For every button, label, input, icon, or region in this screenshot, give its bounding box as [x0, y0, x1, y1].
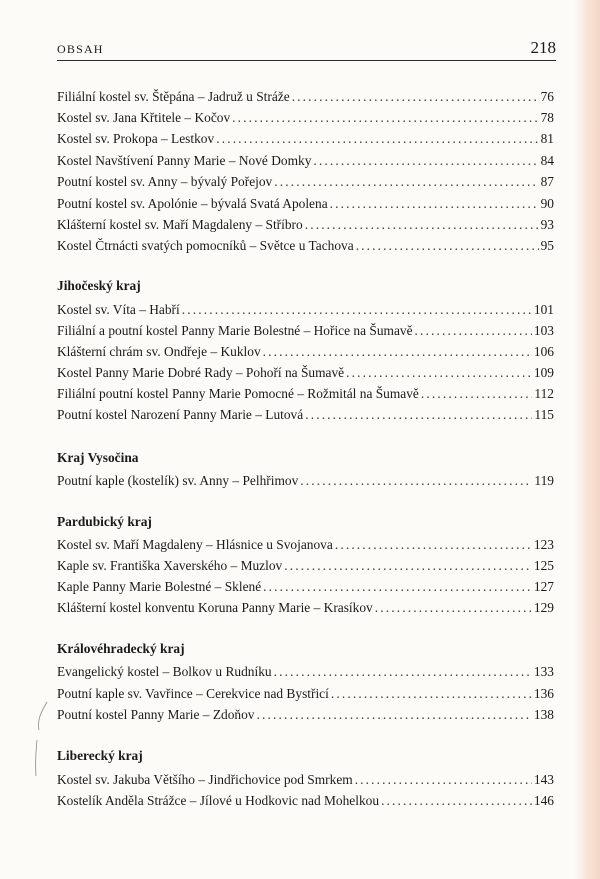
leader-dots [421, 384, 533, 404]
toc-entry-page: 146 [533, 793, 554, 808]
leader-dots [284, 556, 532, 576]
leader-dots [216, 129, 538, 149]
leader-dots [274, 662, 532, 682]
header-title: OBSAH [57, 42, 104, 56]
toc-entry [57, 129, 554, 149]
toc-entry-page: 93 [540, 217, 554, 232]
toc-entry [57, 598, 554, 618]
toc-entry-page: 143 [533, 772, 554, 787]
toc-entry-page: 129 [533, 600, 554, 615]
toc-entry-title: Filiální kostel sv. Štěpána – Jadruž u Stráže [57, 89, 290, 104]
pencil-mark [33, 700, 51, 780]
toc-entry-page: 87 [540, 174, 554, 189]
toc-entry [57, 384, 554, 404]
toc-entry-title: Kostel Navštívení Panny Marie – Nové Domky [57, 153, 312, 168]
toc-entry [57, 471, 554, 491]
toc-entry-title: Kostel sv. Prokopa – Lestkov [57, 131, 215, 146]
toc-entry-title: Evangelický kostel – Bolkov u Rudníku [57, 664, 272, 679]
toc-entry [57, 662, 554, 682]
toc-entry [57, 172, 554, 192]
toc-entry-title: Poutní kostel Panny Marie – Zdoňov [57, 707, 255, 722]
toc-entry-page: 109 [533, 365, 554, 380]
toc-entry [57, 215, 554, 235]
toc-entry [57, 108, 554, 128]
leader-dots [335, 535, 532, 555]
section-heading: Liberecký kraj [57, 748, 143, 763]
leader-dots [355, 770, 532, 790]
toc-entry-page: 103 [533, 323, 554, 338]
toc-entry-title: Klášterní kostel sv. Maří Magdaleny – Stříbro [57, 217, 303, 232]
toc-entry-title: Kaple Panny Marie Bolestné – Sklené [57, 579, 262, 594]
leader-dots [274, 172, 538, 192]
toc-entry [57, 363, 554, 383]
leader-dots [375, 598, 532, 618]
toc-entry-page: 106 [533, 344, 554, 359]
toc-entry-title: Kostel sv. Víta – Habří [57, 302, 180, 317]
toc-entry-title: Kostelík Anděla Strážce – Jílové u Hodkovic nad Mohelkou [57, 793, 380, 808]
toc-entry [57, 321, 554, 341]
toc-entry-page: 133 [533, 664, 554, 679]
toc-entry [57, 577, 554, 597]
page-edge-shadow [574, 0, 600, 879]
toc-entry-title: Kostel sv. Jakuba Většího – Jindřichovice pod Smrkem [57, 772, 353, 787]
toc-entry-title: Klášterní kostel konventu Koruna Panny Marie – Krasíkov [57, 600, 373, 615]
toc-entry-title: Filiální a poutní kostel Panny Marie Bolestné – Hořice na Šumavě [57, 323, 413, 338]
leader-dots [305, 405, 532, 425]
toc-entry-title: Kostel Čtrnácti svatých pomocníků – Světce u Tachova [57, 238, 354, 253]
toc-entry [57, 556, 554, 576]
leader-dots [263, 577, 532, 597]
toc-entry-page: 90 [540, 196, 554, 211]
section-heading: Kraj Vysočina [57, 450, 139, 465]
leader-dots [263, 342, 532, 362]
toc-entry-page: 123 [533, 537, 554, 552]
toc-entry-title: Poutní kaple (kostelík) sv. Anny – Pelhřimov [57, 473, 299, 488]
toc-entry [57, 236, 554, 256]
leader-dots [182, 300, 532, 320]
leader-dots [330, 194, 539, 214]
toc-entry-page: 138 [533, 707, 554, 722]
toc-entry-title: Kostel sv. Maří Magdaleny – Hlásnice u Svojanova [57, 537, 333, 552]
toc-entry-title: Poutní kostel sv. Apolónie – bývalá Svatá Apolena [57, 196, 328, 211]
toc-entry-title: Kaple sv. Františka Xaverského – Muzlov [57, 558, 283, 573]
toc-entry [57, 300, 554, 320]
toc-entry [57, 342, 554, 362]
toc-entry-page: 76 [540, 89, 554, 104]
toc-entry [57, 405, 554, 425]
toc-entry [57, 684, 554, 704]
toc-entry [57, 194, 554, 214]
toc-entry-title: Poutní kostel Narození Panny Marie – Lutová [57, 407, 304, 422]
toc-entry-page: 115 [534, 407, 554, 422]
leader-dots [381, 791, 532, 811]
leader-dots [232, 108, 538, 128]
leader-dots [257, 705, 532, 725]
leader-dots [292, 87, 539, 107]
toc-entry-title: Filiální poutní kostel Panny Marie Pomocné – Rožmitál na Šumavě [57, 386, 419, 401]
leader-dots [313, 151, 538, 171]
leader-dots [305, 215, 539, 235]
toc-entry-page: 78 [540, 110, 554, 125]
toc-entry-page: 136 [533, 686, 554, 701]
toc-entry-page: 125 [533, 558, 554, 573]
leader-dots [346, 363, 532, 383]
toc-entry-title: Kostel sv. Jana Křtitele – Kočov [57, 110, 231, 125]
toc-entry-page: 84 [540, 153, 554, 168]
toc-entry [57, 151, 554, 171]
toc-entry [57, 535, 554, 555]
toc-entry-title: Poutní kostel sv. Anny – bývalý Pořejov [57, 174, 273, 189]
toc-entry-page: 101 [533, 302, 554, 317]
toc-entry-page: 127 [533, 579, 554, 594]
header-page-number: 218 [530, 38, 556, 57]
toc-entry [57, 87, 554, 107]
leader-dots [300, 471, 532, 491]
section-heading: Pardubický kraj [57, 514, 152, 529]
section-heading: Jihočeský kraj [57, 278, 141, 293]
leader-dots [331, 684, 532, 704]
leader-dots [356, 236, 539, 256]
toc-entry-title: Klášterní chrám sv. Ondřeje – Kuklov [57, 344, 261, 359]
toc-entry-page: 81 [540, 131, 554, 146]
running-header [57, 36, 556, 61]
toc-entry [57, 770, 554, 790]
toc-entry-title: Kostel Panny Marie Dobré Rady – Pohoří na Šumavě [57, 365, 345, 380]
toc-entry [57, 705, 554, 725]
toc-entry-page: 119 [534, 473, 554, 488]
toc-entry [57, 791, 554, 811]
toc-entry-page: 112 [534, 386, 554, 401]
section-heading: Královéhradecký kraj [57, 641, 185, 656]
toc-entry-page: 95 [540, 238, 554, 253]
toc-entry-title: Poutní kaple sv. Vavřince – Cerekvice nad Bystřicí [57, 686, 329, 701]
leader-dots [415, 321, 532, 341]
